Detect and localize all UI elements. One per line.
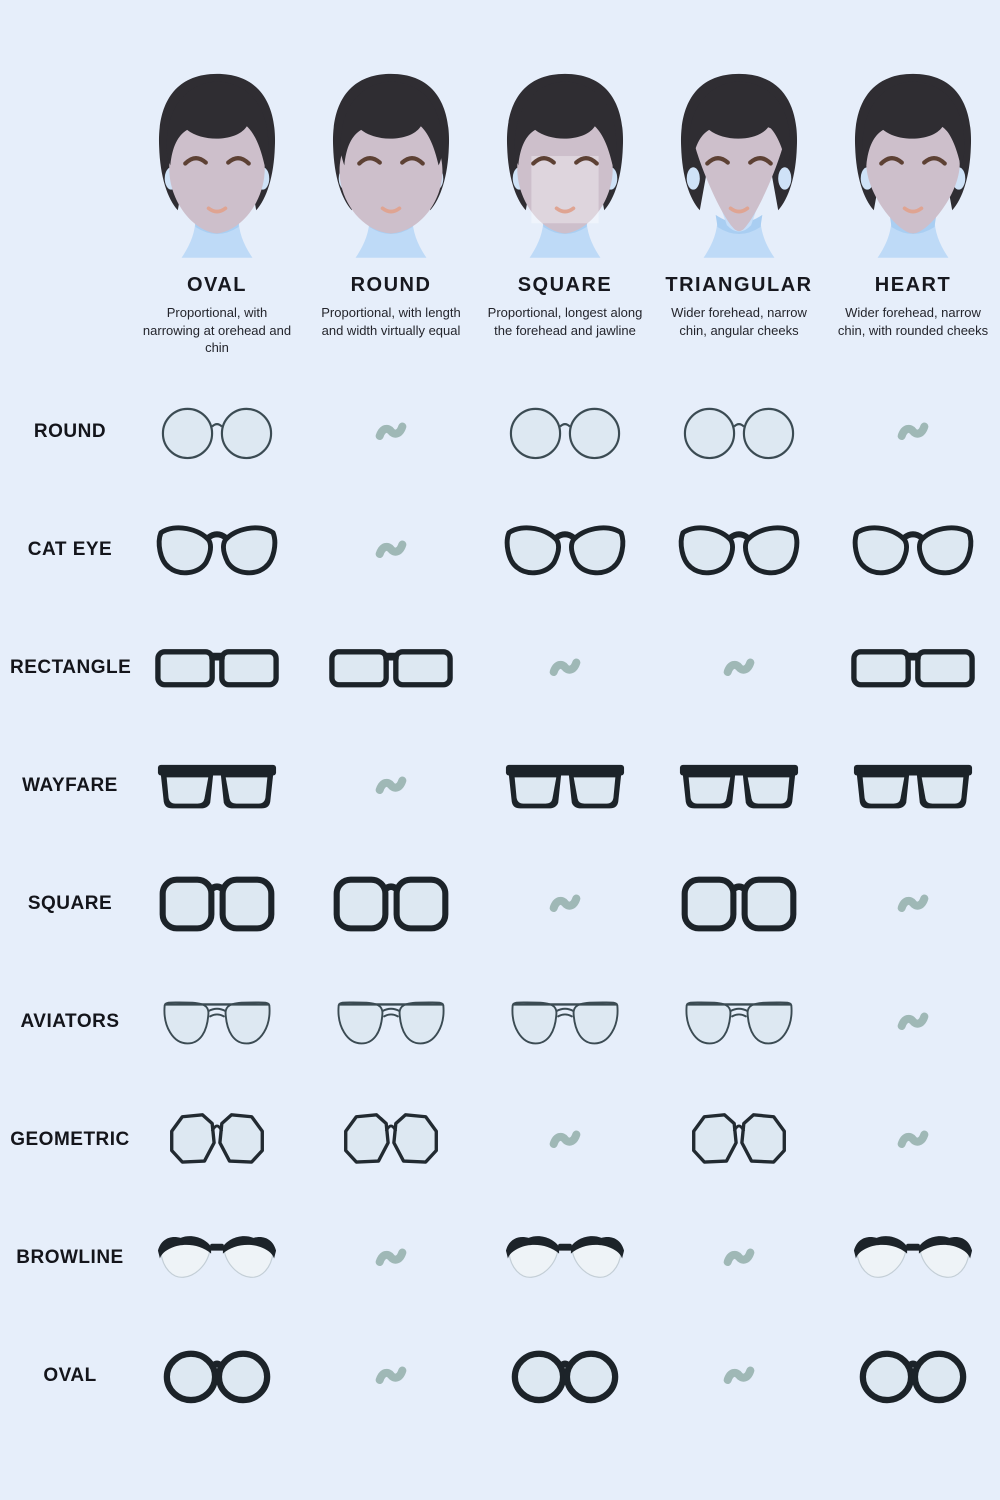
cell-wayfare-triangular [652, 760, 826, 812]
tilde-not-recommended-icon [896, 419, 930, 444]
face-shapes-header [0, 0, 1000, 357]
cell-aviators-triangular [652, 994, 826, 1049]
cell-cateye-triangular [652, 521, 826, 578]
face-shape-description: Wider forehead, narrow chin, angular cheeks [671, 305, 807, 338]
oval-face-illustration [133, 64, 301, 264]
cell-browline-triangular [652, 1245, 826, 1270]
cell-square-oval [130, 875, 304, 933]
glasses-style-label: RECTANGLE [10, 656, 132, 678]
glasses-style-row-browline [0, 1199, 1000, 1317]
glasses-style-row-oval [0, 1317, 1000, 1435]
cell-browline-round [304, 1245, 478, 1270]
oval-glasses-icon [163, 1348, 271, 1404]
cell-rectangle-triangular [652, 655, 826, 680]
round-glasses-icon [680, 401, 798, 462]
cell-square-triangular [652, 875, 826, 933]
geometric-glasses-icon [164, 1110, 270, 1170]
tilde-not-recommended-icon [896, 1009, 930, 1034]
tilde-not-recommended-icon [374, 773, 408, 798]
wayfare-glasses-icon [156, 760, 278, 812]
tilde-not-recommended-icon [548, 655, 582, 680]
cell-round-round [304, 419, 478, 444]
glasses-style-label: ROUND [33, 420, 107, 442]
geometric-glasses-icon [338, 1110, 444, 1170]
glasses-style-label: BROWLINE [16, 1246, 124, 1268]
cell-aviators-round [304, 994, 478, 1049]
cell-round-square [478, 401, 652, 462]
glasses-style-row-square [0, 845, 1000, 963]
face-column-square [478, 64, 652, 339]
rectangle-glasses-icon [851, 646, 975, 689]
aviators-glasses-icon [158, 994, 276, 1049]
face-shape-description: Wider forehead, narrow chin, with rounded cheeks [837, 305, 989, 338]
cell-rectangle-heart [826, 646, 1000, 689]
glasses-style-label: CAT EYE [27, 538, 113, 560]
cell-round-heart [826, 419, 1000, 444]
tilde-not-recommended-icon [722, 1245, 756, 1270]
tilde-not-recommended-icon [548, 1127, 582, 1152]
cell-rectangle-round [304, 646, 478, 689]
cell-oval-round [304, 1363, 478, 1388]
face-shape-name: ROUND [350, 274, 432, 296]
tilde-not-recommended-icon [374, 1245, 408, 1270]
cell-aviators-square [478, 994, 652, 1049]
face-shape-name: TRIANGULAR [665, 274, 813, 296]
square-glasses-icon [332, 875, 450, 933]
cell-cateye-round [304, 537, 478, 562]
cell-wayfare-heart [826, 760, 1000, 812]
cateye-glasses-icon [851, 521, 975, 578]
glasses-style-row-round [0, 373, 1000, 491]
wayfare-glasses-icon [678, 760, 800, 812]
cell-wayfare-round [304, 773, 478, 798]
cateye-glasses-icon [155, 521, 279, 578]
tilde-not-recommended-icon [374, 537, 408, 562]
aviators-glasses-icon [332, 994, 450, 1049]
glasses-style-label: GEOMETRIC [10, 1128, 130, 1150]
cell-rectangle-oval [130, 646, 304, 689]
rectangle-glasses-icon [155, 646, 279, 689]
cateye-glasses-icon [503, 521, 627, 578]
browline-glasses-icon [155, 1231, 279, 1284]
compatibility-matrix [0, 373, 1000, 1435]
wayfare-glasses-icon [852, 760, 974, 812]
face-shape-description: Proportional, longest along the forehead and jawline [487, 305, 643, 338]
face-shape-name: OVAL [186, 274, 248, 296]
rectangle-glasses-icon [329, 646, 453, 689]
cell-geometric-round [304, 1110, 478, 1170]
face-shape-description: Proportional, with length and width virtually equal [321, 305, 461, 338]
glasses-style-row-geometric [0, 1081, 1000, 1199]
face-column-oval [130, 64, 304, 357]
aviators-glasses-icon [506, 994, 624, 1049]
tilde-not-recommended-icon [896, 891, 930, 916]
cell-aviators-heart [826, 1009, 1000, 1034]
cell-oval-heart [826, 1348, 1000, 1404]
wayfare-glasses-icon [504, 760, 626, 812]
round-face-illustration [307, 64, 475, 264]
geometric-glasses-icon [686, 1110, 792, 1170]
aviators-glasses-icon [680, 994, 798, 1049]
cell-square-heart [826, 891, 1000, 916]
glasses-style-row-rectangle [0, 609, 1000, 727]
face-column-heart [826, 64, 1000, 339]
cell-oval-square [478, 1348, 652, 1404]
glasses-style-label: WAYFARE [22, 774, 118, 796]
tilde-not-recommended-icon [722, 1363, 756, 1388]
glasses-style-row-aviators [0, 963, 1000, 1081]
cell-square-round [304, 875, 478, 933]
cell-cateye-oval [130, 521, 304, 578]
cell-wayfare-oval [130, 760, 304, 812]
glasses-style-row-cateye [0, 491, 1000, 609]
face-column-triangular [652, 64, 826, 339]
browline-glasses-icon [851, 1231, 975, 1284]
cell-cateye-square [478, 521, 652, 578]
cell-rectangle-square [478, 655, 652, 680]
cell-aviators-oval [130, 994, 304, 1049]
tilde-not-recommended-icon [896, 1127, 930, 1152]
heart-face-illustration [829, 64, 997, 264]
glasses-style-row-wayfare [0, 727, 1000, 845]
oval-glasses-icon [859, 1348, 967, 1404]
cell-browline-square [478, 1231, 652, 1284]
face-shape-name: HEART [874, 274, 952, 296]
browline-glasses-icon [503, 1231, 627, 1284]
face-column-round [304, 64, 478, 339]
glasses-style-label: AVIATORS [20, 1010, 120, 1032]
tilde-not-recommended-icon [722, 655, 756, 680]
cell-geometric-square [478, 1127, 652, 1152]
cell-geometric-oval [130, 1110, 304, 1170]
cell-oval-triangular [652, 1363, 826, 1388]
square-face-illustration [481, 64, 649, 264]
cell-square-square [478, 891, 652, 916]
square-glasses-icon [158, 875, 276, 933]
cell-oval-oval [130, 1348, 304, 1404]
tilde-not-recommended-icon [548, 891, 582, 916]
cell-browline-heart [826, 1231, 1000, 1284]
cell-round-triangular [652, 401, 826, 462]
tilde-not-recommended-icon [374, 419, 408, 444]
face-shape-name: SQUARE [517, 274, 613, 296]
tilde-not-recommended-icon [374, 1363, 408, 1388]
triangular-face-illustration [655, 64, 823, 264]
cell-wayfare-square [478, 760, 652, 812]
cell-browline-oval [130, 1231, 304, 1284]
square-glasses-icon [680, 875, 798, 933]
oval-glasses-icon [511, 1348, 619, 1404]
face-shape-description: Proportional, with narrowing at orehead and chin [142, 305, 292, 356]
glasses-style-label: SQUARE [27, 892, 113, 914]
round-glasses-icon [506, 401, 624, 462]
cell-round-oval [130, 401, 304, 462]
cell-cateye-heart [826, 521, 1000, 578]
cell-geometric-triangular [652, 1110, 826, 1170]
cell-geometric-heart [826, 1127, 1000, 1152]
round-glasses-icon [158, 401, 276, 462]
glasses-style-label: OVAL [43, 1364, 97, 1386]
cateye-glasses-icon [677, 521, 801, 578]
